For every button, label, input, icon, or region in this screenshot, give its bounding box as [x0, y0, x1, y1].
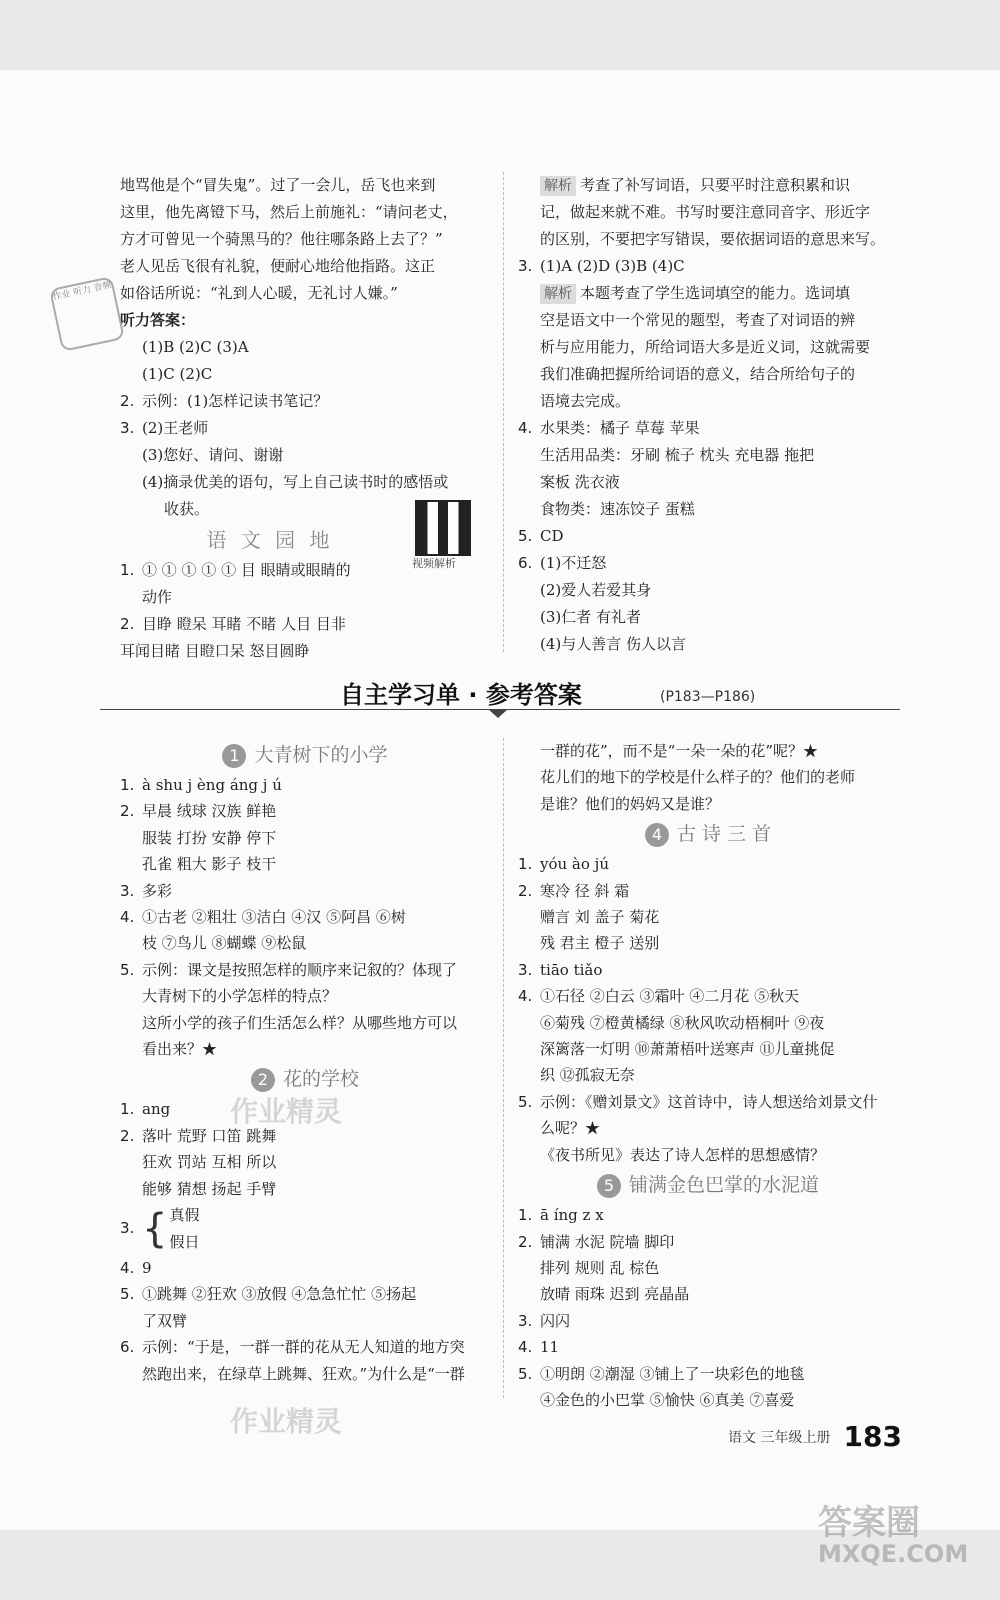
item-number: 5.: [518, 527, 533, 545]
lesson-title: [518, 1168, 898, 1202]
stamp-logo: 作业 听力 音频: [49, 276, 125, 352]
answer-row: [518, 1142, 898, 1168]
listening-answer-row: [120, 442, 480, 469]
answer-row: [120, 983, 490, 1009]
bottom-right-column: [518, 738, 898, 1413]
answer-text: (3)仁者 有礼者: [540, 608, 642, 626]
lesson-title: [518, 817, 898, 851]
answer-text: CD: [540, 527, 564, 545]
answer-text: ① ① ① ① ① 目 眼睛或眼睛的: [142, 561, 351, 579]
footer-subject: 语文 三年级上册: [728, 1429, 831, 1446]
qr-code[interactable]: [415, 500, 471, 556]
right-answer-row: [518, 334, 898, 361]
page-footer: [728, 1420, 902, 1453]
answer-text: (4)摘录优美的语句，写上自己读书时的感悟或: [142, 473, 449, 491]
answer-text: 9: [142, 1258, 152, 1277]
item-number: 6.: [518, 554, 533, 572]
answer-row: [518, 738, 898, 764]
column-divider-top: [503, 172, 504, 652]
answer-text: ⑥菊残 ⑦橙黄橘绿 ⑧秋风吹动梧桐叶 ⑨夜: [540, 1013, 825, 1032]
item-number: 5.: [518, 1364, 533, 1383]
item-number: 5.: [120, 1285, 135, 1304]
lesson-title-text: 古 诗 三 首: [676, 823, 772, 846]
answer-text: 铺满 水泥 院墙 脚印: [540, 1232, 675, 1251]
right-answer-row: [518, 199, 898, 226]
answer-text: 示例：(1)怎样记读书笔记？: [142, 392, 329, 410]
item-number: 2.: [120, 392, 135, 410]
item-number: 3.: [518, 1311, 533, 1330]
answer-row: [518, 1229, 898, 1255]
top-right-column: [518, 172, 898, 658]
analysis-tag: 解析: [540, 284, 576, 304]
garden-answer-row: [120, 584, 480, 611]
answer-text: 大青树下的小学怎样的特点？: [142, 987, 338, 1006]
answer-text: ①跳舞 ②狂欢 ③放假 ④急急忙忙 ⑤扬起: [142, 1285, 417, 1304]
answer-row: [518, 957, 898, 983]
top-left-column: [120, 172, 480, 665]
answer-text: 示例：课文是按照怎样的顺序来记叙的？体现了: [142, 960, 458, 979]
item-number: 2.: [518, 881, 533, 900]
story-line: 地骂他是个“冒失鬼”。过了一会儿，岳飞也来到: [120, 176, 436, 194]
answer-row: [120, 1281, 490, 1307]
corner-watermark-url: MXQE.COM: [818, 1540, 969, 1568]
answer-row: [120, 1308, 490, 1334]
lesson-title-text: 花的学校: [282, 1068, 359, 1091]
brace-stack: [169, 1202, 199, 1255]
lesson-title: [120, 738, 490, 772]
answer-text: 然跑出来，在绿草上跳舞、狂欢。”为什么是“一群: [142, 1364, 465, 1383]
answer-row: [518, 1202, 898, 1228]
answer-text: 了双臂: [142, 1311, 188, 1330]
answer-text: 《夜书所见》表达了诗人怎样的思想感情？: [540, 1145, 826, 1164]
right-answer-row: [518, 469, 898, 496]
right-answer-row: [518, 253, 898, 280]
item-number: 2.: [120, 1126, 135, 1145]
answer-text: (4)与人善言 伤人以言: [540, 635, 687, 653]
answer-row: [120, 851, 490, 877]
answer-text: 服装 打扮 安静 停下: [142, 828, 277, 847]
answer-text: 花儿们的地下的学校是什么样子的？他们的老师: [540, 768, 856, 787]
answer-row: [518, 1062, 898, 1088]
right-answer-row: [518, 550, 898, 577]
answer-text: 生活用品类：牙刷 梳子 枕头 充电器 拖把: [540, 446, 815, 464]
answer-text: 11: [540, 1338, 560, 1357]
answer-row: [518, 1308, 898, 1334]
answer-text: 织 ⑫孤寂无奈: [540, 1066, 635, 1085]
answer-row: [518, 904, 898, 930]
answer-text: 残 君主 橙子 送别: [540, 934, 660, 953]
answer-row: [120, 1036, 490, 1062]
item-number: 1.: [120, 561, 135, 579]
page-number: 183: [843, 1420, 902, 1453]
answer-row: [120, 825, 490, 851]
item-number: 4.: [120, 908, 135, 927]
answer-row: [518, 1255, 898, 1281]
answer-row: [518, 1010, 898, 1036]
answer-text: 收获。: [164, 500, 210, 518]
answer-row: [120, 904, 490, 930]
right-answer-row: [518, 388, 898, 415]
answer-text: 排列 规则 乱 棕色: [540, 1258, 660, 1277]
answer-text: 闪闪: [540, 1311, 571, 1330]
answer-text: 示例：“于是，一群一群的花从无人知道的地方突: [142, 1338, 465, 1357]
answer-text: ①石径 ②白云 ③霜叶 ④二月花 ⑤秋天: [540, 987, 800, 1006]
answer-text: 语境去完成。: [540, 392, 631, 410]
story-line: 方才可曾见一个骑黑马的？他往哪条路上去了？”: [120, 230, 443, 248]
item-number: 1.: [518, 855, 533, 874]
item-number: 3.: [518, 257, 533, 275]
answer-text: 么呢？★: [540, 1119, 601, 1138]
answer-text: (1)B (2)C (3)A: [142, 338, 249, 356]
listening-answer-row: [120, 361, 480, 388]
item-number: 2.: [518, 1232, 533, 1251]
answer-row: [120, 878, 490, 904]
answer-text: 枝 ⑦鸟儿 ⑧蝴蝶 ⑨松鼠: [142, 934, 307, 953]
answer-row: [518, 930, 898, 956]
item-number: 4.: [518, 1338, 533, 1357]
right-answer-row: [518, 280, 898, 307]
answer-text: à shu j èng áng j ú: [142, 776, 282, 794]
answer-text: ang: [142, 1100, 171, 1119]
answer-text: 析与应用能力，所给词语大多是近义词，这就需要: [540, 338, 871, 356]
answer-text: 示例：《赠刘景文》这首诗中，诗人想送给刘景文什: [540, 1092, 878, 1111]
banner-pointer-icon: [488, 709, 508, 718]
item-number: 3.: [120, 419, 135, 437]
answer-text: 孔雀 粗大 影子 枝干: [142, 855, 277, 874]
listening-answer-row: [120, 334, 480, 361]
qr-label: 视频解析: [412, 557, 456, 570]
answer-text: 落叶 荒野 口笛 跳舞: [142, 1126, 277, 1145]
item-number: 3.: [120, 1219, 135, 1238]
listening-answer-row: [120, 415, 480, 442]
answer-text: 早晨 绒球 汉族 鲜艳: [142, 802, 277, 821]
lesson-title-text: 大青树下的小学: [254, 744, 388, 766]
answer-row: [518, 1115, 898, 1141]
answer-row: [518, 1387, 898, 1413]
item-number: 6.: [120, 1338, 135, 1357]
answer-row: [518, 764, 898, 790]
answer-row: [518, 851, 898, 877]
answer-text: 记，做起来就不难。书写时要注意同音字、形近字: [540, 203, 871, 221]
right-answer-row: [518, 496, 898, 523]
brace-answer-row: [120, 1202, 490, 1255]
item-number: 1.: [518, 1206, 533, 1225]
answer-text: 本题考查了学生选词填空的能力。选词填: [580, 284, 851, 302]
answer-text: 寒冷 径 斜 霜: [540, 881, 630, 900]
lesson-number-badge: 5: [597, 1174, 621, 1198]
answer-row: [120, 1010, 490, 1036]
right-answer-row: [518, 631, 898, 658]
answer-text: (1)C (2)C: [142, 365, 213, 383]
answer-text: tiāo tiǎo: [540, 960, 603, 979]
answer-text: 的区别，不要把字写错误，要依据词语的意思来写。: [540, 230, 886, 248]
right-answer-row: [518, 415, 898, 442]
answer-row: [120, 957, 490, 983]
answer-text: ā íng z x: [540, 1206, 604, 1225]
watermark-2: 作业精灵: [230, 1405, 343, 1438]
answer-row: [120, 1255, 490, 1281]
answer-row: [120, 772, 490, 798]
item-number: 5.: [120, 960, 135, 979]
answer-text: yóu ào jú: [540, 855, 609, 874]
right-answer-row: [518, 361, 898, 388]
story-line: 这里，他先离镫下马，然后上前施礼：“请问老丈，: [120, 203, 458, 221]
answer-row: [518, 1036, 898, 1062]
answer-row: [518, 1334, 898, 1360]
answer-row: [120, 1334, 490, 1360]
answer-row: [518, 791, 898, 817]
item-number: 1.: [120, 1100, 135, 1119]
right-answer-row: [518, 577, 898, 604]
answer-row: [120, 1361, 490, 1387]
answer-text: ①古老 ②粗壮 ③洁白 ④汉 ⑤阿昌 ⑥树: [142, 908, 406, 927]
item-number: 3.: [518, 960, 533, 979]
right-answer-row: [518, 604, 898, 631]
answer-text: 放晴 雨珠 迟到 亮晶晶: [540, 1285, 690, 1304]
column-divider-bottom: [503, 738, 504, 1398]
answer-text: 案板 洗衣液: [540, 473, 620, 491]
answer-text: (1)A (2)D (3)B (4)C: [540, 257, 685, 275]
right-answer-row: [518, 523, 898, 550]
corner-watermark: 答案圈: [818, 1503, 920, 1543]
answer-row: [518, 983, 898, 1009]
bottom-left-column: [120, 738, 490, 1387]
item-number: 2.: [120, 615, 135, 633]
answer-text: (2)王老师: [142, 419, 209, 437]
answer-text: 是谁？他们的妈妈又是谁？: [540, 794, 721, 813]
watermark-1: 作业精灵: [230, 1095, 343, 1128]
answer-text: 耳闻目睹 目瞪口呆 怒目圆睁: [120, 642, 310, 660]
item-number: 5.: [518, 1092, 533, 1111]
analysis-tag: 解析: [540, 176, 576, 196]
answer-text: 看出来？★: [142, 1040, 218, 1059]
right-answer-row: [518, 442, 898, 469]
answer-row: [518, 878, 898, 904]
banner-title: 自主学习单 · 参考答案: [340, 681, 582, 709]
item-number: 1.: [120, 776, 135, 794]
listening-title: 听力答案：: [120, 311, 196, 329]
story-line: 老人见岳飞很有礼貌，便耐心地给他指路。这正: [120, 257, 436, 275]
answer-text: (2)爱人若爱其身: [540, 581, 652, 599]
item-number: 2.: [120, 802, 135, 821]
answer-text: 赠言 刘 盖子 菊花: [540, 908, 660, 927]
answer-text: 空是语文中一个常见的题型，考查了对词语的辨: [540, 311, 856, 329]
answer-text: 能够 猜想 扬起 手臂: [142, 1179, 277, 1198]
brace-word: 真假: [169, 1206, 200, 1225]
answer-row: [518, 1361, 898, 1387]
answer-text: 考查了补写词语，只要平时注意积累和识: [580, 176, 851, 194]
listening-answer-row: [120, 469, 480, 496]
item-number: 4.: [518, 419, 533, 437]
answer-text: 狂欢 罚站 互相 所以: [142, 1153, 277, 1172]
answer-text: 目睁 瞪呆 耳睹 不睹 人目 目非: [142, 615, 346, 633]
lesson-number-badge: 4: [645, 823, 669, 847]
answer-text: (3)您好、请问、谢谢: [142, 446, 284, 464]
story-line: 如俗话所说：“礼到人心暖，无礼讨人嫌。”: [120, 284, 398, 302]
answer-text: 动作: [142, 588, 173, 606]
answer-text: 我们准确把握所给词语的意义，结合所给句子的: [540, 365, 856, 383]
answer-text: 多彩: [142, 881, 173, 900]
brace-icon: {: [142, 1205, 168, 1252]
answer-text: ①明朗 ②潮湿 ③铺上了一块彩色的地毯: [540, 1364, 805, 1383]
item-number: 4.: [120, 1258, 135, 1277]
lesson-number-badge: 1: [222, 744, 246, 768]
banner-page-range: (P183—P186): [660, 689, 756, 705]
answer-text: ④金色的小巴掌 ⑤愉快 ⑥真美 ⑦喜爱: [540, 1390, 795, 1409]
right-answer-row: [518, 172, 898, 199]
answer-text: 这所小学的孩子们生活怎么样？从哪些地方可以: [142, 1013, 458, 1032]
answer-text: 水果类：橘子 草莓 苹果: [540, 419, 700, 437]
answer-row: [120, 1176, 490, 1202]
garden-answer-row: [120, 611, 480, 638]
answer-row: [120, 930, 490, 956]
answer-text: 深篱落一灯明 ⑩萧萧梧叶送寒声 ⑪儿童挑促: [540, 1040, 835, 1059]
brace-word: 假日: [169, 1232, 200, 1251]
answer-row: [120, 1149, 490, 1175]
answer-row: [518, 1281, 898, 1307]
item-number: 3.: [120, 881, 135, 900]
right-answer-row: [518, 307, 898, 334]
item-number: 4.: [518, 987, 533, 1006]
answer-text: 食物类：速冻饺子 蛋糕: [540, 500, 695, 518]
answer-text: 一群的花”，而不是“一朵一朵的花”呢？★: [540, 742, 819, 760]
answers-banner: [100, 675, 900, 725]
answer-text: (1)不迁怒: [540, 554, 607, 572]
listening-answer-row: [120, 388, 480, 415]
lesson-title-text: 铺满金色巴掌的水泥道: [628, 1174, 819, 1197]
garden-title: 语 文 园 地: [206, 528, 334, 552]
answer-row: [120, 798, 490, 824]
lesson-number-badge: 2: [251, 1068, 275, 1092]
answer-row: [518, 1089, 898, 1115]
garden-answer-row: [120, 638, 480, 665]
right-answer-row: [518, 226, 898, 253]
